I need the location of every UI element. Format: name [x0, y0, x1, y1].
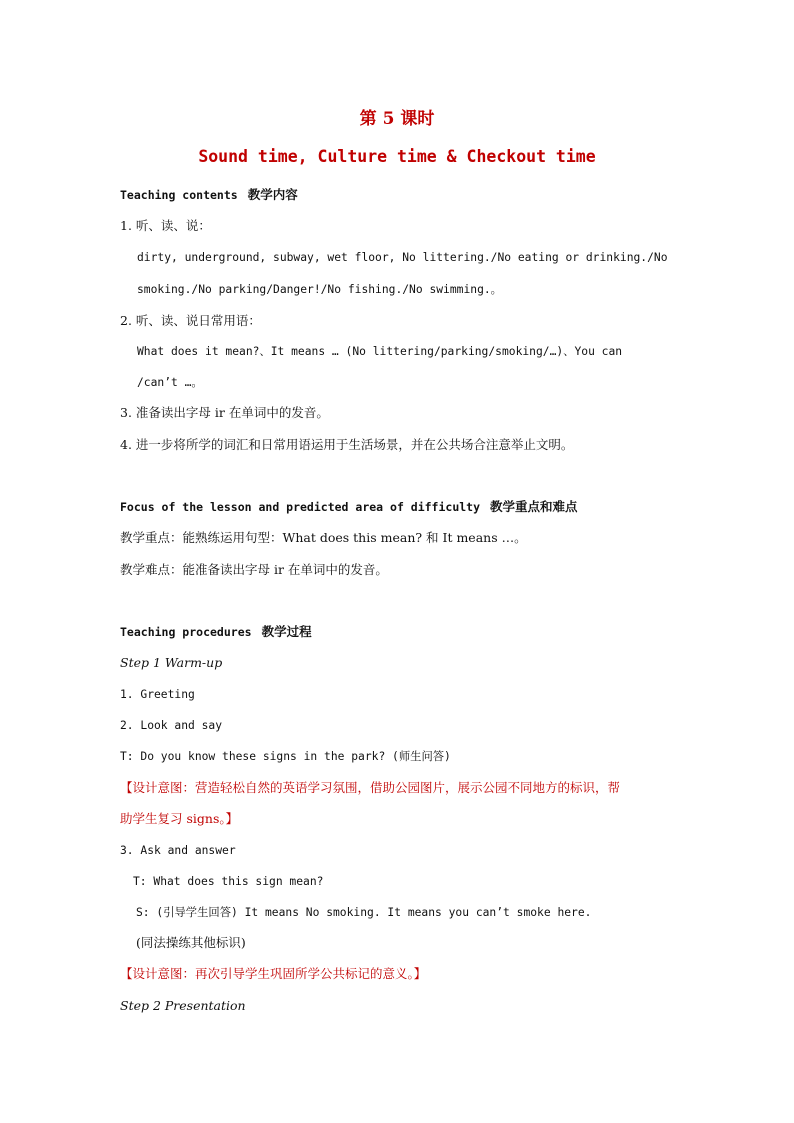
heading-english: Teaching contents	[120, 188, 238, 202]
focus-heading	[120, 499, 578, 515]
step-1-teacher-ask: T: What does this sign mean?	[133, 875, 324, 888]
contents-item-1-vocab-line-2: smoking./No parking/Danger!/No fishing./No swimming.。	[137, 283, 502, 296]
heading-english: Teaching procedures	[120, 625, 252, 639]
step-1-item-1: 1. Greeting	[120, 688, 195, 701]
step-1-teacher-question: T: Do you know these signs in the park? (师生问答)	[120, 750, 451, 763]
lesson-subtitle: Sound time, Culture time & Checkout time	[198, 147, 596, 166]
heading-chinese: 教学过程	[261, 624, 312, 639]
lesson-number-title: 第 5 课时	[359, 109, 435, 129]
contents-item-2-label: 2. 听、读、说日常用语：	[120, 313, 261, 328]
contents-item-2-phrases-line-1: What does it mean?、It means … (No littering/parking/smoking/…)、You can	[137, 345, 623, 358]
teaching-contents-heading	[120, 187, 298, 203]
step-1-item-2: 2. Look and say	[120, 719, 223, 732]
difficulty-point: 教学难点：能准备读出字母 ir 在单词中的发音。	[120, 562, 388, 577]
contents-item-2-phrases-line-2: /can’t …。	[137, 376, 203, 389]
step-1-item-3: 3. Ask and answer	[120, 844, 236, 857]
heading-english: Focus of the lesson and predicted area of difficulty	[120, 500, 481, 514]
contents-item-4: 4. 进一步将所学的词汇和日常用语运用于生活场景，并在公共场合注意举止文明。	[120, 437, 574, 452]
heading-chinese: 教学重点和难点	[490, 499, 578, 514]
step-2-heading: Step 2 Presentation	[120, 998, 246, 1013]
step-1-student-answer: S: (引导学生回答) It means No smoking. It means you can’t smoke here.	[136, 906, 592, 919]
step-1-practice-note: (同法操练其他标识)	[136, 935, 246, 950]
heading-chinese: 教学内容	[247, 187, 298, 202]
design-intent-1-line-2: 助学生复习 signs。】	[120, 811, 239, 826]
step-1-heading: Step 1 Warm-up	[120, 655, 223, 670]
contents-item-1-label: 1. 听、读、说：	[120, 218, 211, 233]
design-intent-2: 【设计意图：再次引导学生巩固所学公共标记的意义。】	[120, 966, 427, 981]
contents-item-1-vocab-line-1: dirty, underground, subway, wet floor, No littering./No eating or drinking./No	[137, 251, 668, 264]
contents-item-3: 3. 准备读出字母 ir 在单词中的发音。	[120, 405, 329, 420]
procedures-heading	[120, 624, 312, 640]
design-intent-1-line-1: 【设计意图：营造轻松自然的英语学习氛围，借助公园图片，展示公园不同地方的标识，帮	[120, 780, 621, 795]
key-point: 教学重点：能熟练运用句型：What does this mean? 和 It means …。	[120, 530, 527, 545]
